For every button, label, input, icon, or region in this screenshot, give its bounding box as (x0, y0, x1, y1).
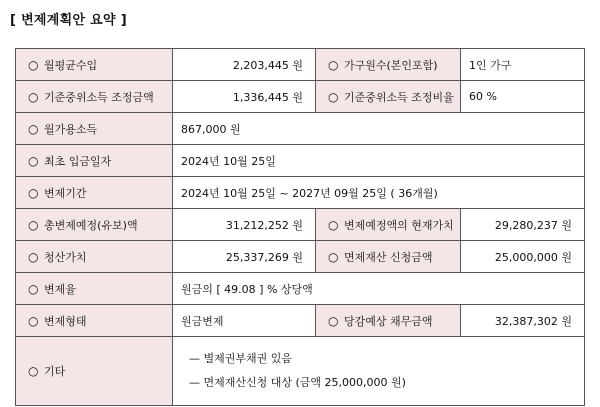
label-cell (316, 241, 461, 273)
circle-marker-icon: ○ (28, 364, 39, 378)
standard-living-label: 기준중위소득 조정금액 (44, 90, 154, 104)
circle-marker-icon: ○ (28, 153, 39, 168)
first-payment-date-value: 2024년 10월 25일 (173, 145, 585, 177)
summary-table (15, 48, 585, 406)
label-cell (16, 209, 173, 241)
table-row (16, 113, 585, 145)
other-notes (173, 337, 585, 406)
circle-marker-icon: ○ (28, 57, 39, 72)
repayment-rate-value: 원금의 [ 49.08 ] % 상당액 (173, 273, 585, 305)
circle-marker-icon: ○ (28, 281, 39, 296)
label-cell (16, 241, 173, 273)
label-cell (16, 305, 173, 337)
label-cell (16, 49, 173, 81)
monthly-income-value: 2,203,445 원 (173, 49, 316, 81)
table-row (16, 177, 585, 209)
total-repayment-label: 총변제예정(유보)액 (44, 218, 138, 232)
label-cell (316, 81, 461, 113)
standard-living-value: 1,336,445 원 (173, 81, 316, 113)
label-cell (16, 273, 173, 305)
circle-marker-icon: ○ (328, 89, 339, 104)
table-row (16, 305, 585, 337)
label-cell (16, 177, 173, 209)
table-row (16, 145, 585, 177)
exempt-property-value: 25,000,000 원 (461, 241, 585, 273)
label-cell (16, 145, 173, 177)
circle-marker-icon: ○ (328, 217, 339, 232)
household-size-value: 1인 가구 (461, 49, 585, 81)
first-payment-date-label: 최초 입금일자 (44, 154, 112, 168)
disposable-income-label: 월가용소득 (44, 122, 98, 136)
label-cell (16, 81, 173, 113)
label-cell (316, 305, 461, 337)
liquidation-value-value: 25,337,269 원 (173, 241, 316, 273)
other-note-line: — 별제권부채권 있음 (189, 352, 293, 365)
other-label: 기타 (44, 365, 66, 378)
present-value-value: 29,280,237 원 (461, 209, 585, 241)
circle-marker-icon: ○ (28, 121, 39, 136)
label-cell (316, 49, 461, 81)
repayment-period-value: 2024년 10월 25일 ~ 2027년 09월 25일 ( 36개월) (173, 177, 585, 209)
adjustment-ratio-label: 기준중위소득 조정비율 (344, 90, 454, 104)
circle-marker-icon: ○ (28, 249, 39, 264)
circle-marker-icon: ○ (28, 217, 39, 232)
label-cell (316, 209, 461, 241)
total-repayment-value: 31,212,252 원 (173, 209, 316, 241)
expected-debt-label: 당감예상 채무금액 (344, 314, 433, 328)
label-cell (16, 113, 173, 145)
table-row (16, 241, 585, 273)
table-row (16, 273, 585, 305)
liquidation-value-label: 청산가치 (44, 250, 87, 264)
other-note-line: — 면제재산신청 대상 (금액 25,000,000 원) (189, 376, 406, 389)
disposable-income-value: 867,000 원 (173, 113, 585, 145)
circle-marker-icon: ○ (28, 185, 39, 200)
circle-marker-icon: ○ (28, 89, 39, 104)
circle-marker-icon: ○ (28, 313, 39, 328)
present-value-label: 변제예정액의 현재가치 (344, 218, 454, 232)
circle-marker-icon: ○ (328, 313, 339, 328)
circle-marker-icon: ○ (328, 57, 339, 72)
table-row (16, 81, 585, 113)
adjustment-ratio-value: 60 % (461, 81, 585, 113)
repayment-type-label: 변제형태 (44, 314, 87, 328)
circle-marker-icon: ○ (328, 249, 339, 264)
table-row (16, 49, 585, 81)
page-title: [ 변제계획안 요약 ] (10, 13, 127, 28)
table-row (16, 209, 585, 241)
label-cell (16, 337, 173, 406)
monthly-income-label: 월평균수입 (44, 58, 98, 72)
repayment-type-value: 원금변제 (173, 305, 316, 337)
household-size-label: 가구원수(본인포함) (344, 58, 438, 72)
repayment-period-label: 변제기간 (44, 186, 87, 200)
table-row (16, 337, 585, 406)
expected-debt-value: 32,387,302 원 (461, 305, 585, 337)
repayment-rate-label: 변제율 (44, 282, 76, 296)
exempt-property-label: 면제재산 신청금액 (344, 250, 433, 264)
